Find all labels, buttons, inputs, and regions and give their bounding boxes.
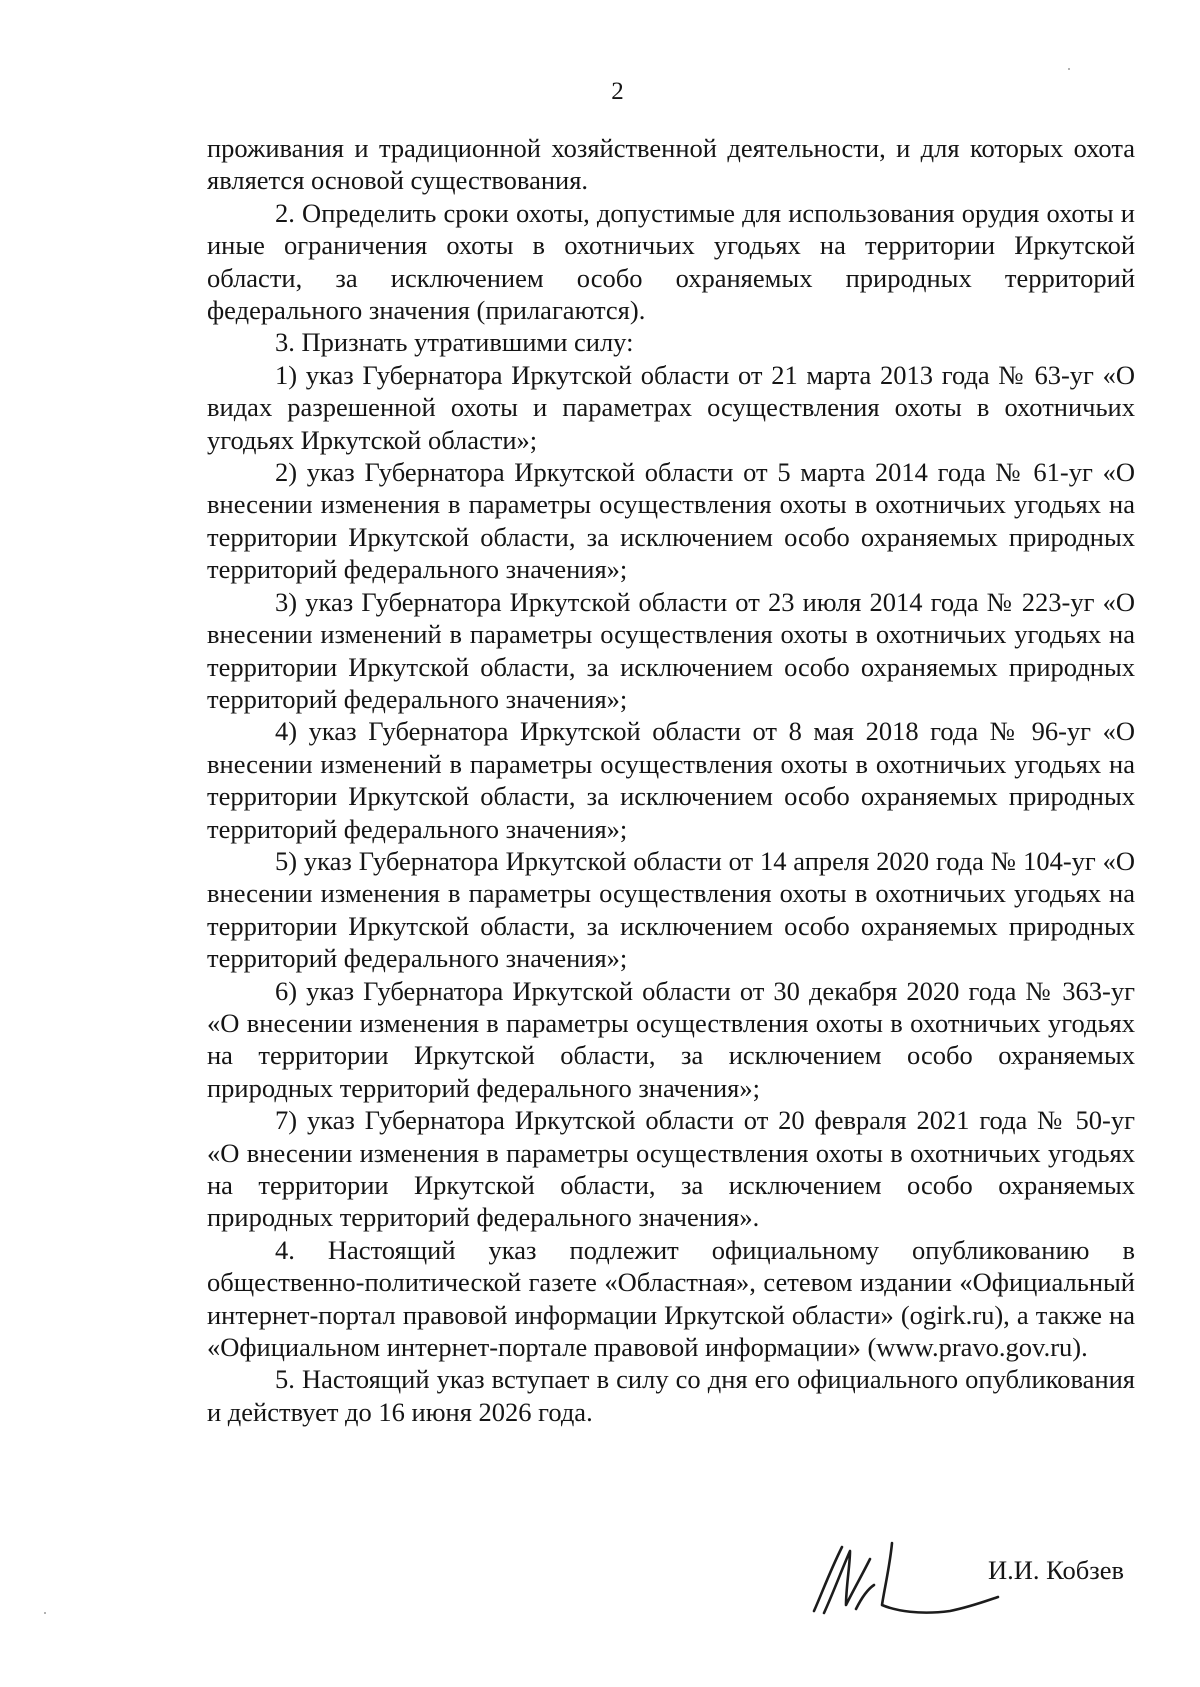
handwritten-signature [800, 1535, 1020, 1625]
paragraph-item-2: 2. Определить сроки охоты, допустимые для использования орудия охоты и иные ограничения охоты в охотничьих угодьях на территории Иркутской области, за исключением особо охраняемых природных территорий федерального значения (прилагаются). [207, 197, 1135, 326]
signature-block [800, 1535, 1140, 1625]
document-body [207, 132, 1135, 1428]
scan-speck [1068, 68, 1070, 70]
paragraph-subitem-5: 5) указ Губернатора Иркутской области от 14 апреля 2020 года № 104-уг «О внесении изменения в параметры осуществления охоты в охотничьих угодьях на территории Иркутской области, за исключением особо охраняемых природных территорий федерального значения»; [207, 845, 1135, 974]
paragraph-item-3: 3. Признать утратившими силу: [275, 327, 634, 358]
paragraph-subitem-7: 7) указ Губернатора Иркутской области от 20 февраля 2021 года № 50-уг «О внесении изменения в параметры осуществления охоты в охотничьих угодьях на территории Иркутской области, за исключением особо охраняемых природных территорий федерального значения». [207, 1105, 1135, 1233]
scan-speck [44, 1612, 46, 1614]
paragraph-continuation: проживания и традиционной хозяйственной деятельности, и для которых охота является основой существования. [207, 133, 1135, 196]
page-number: 2 [611, 78, 624, 105]
paragraph-subitem-4: 4) указ Губернатора Иркутской области от 8 мая 2018 года № 96-уг «О внесении изменений в параметры осуществления охоты в охотничьих угодьях на территории Иркутской области, за исключением особо охраняемых природных территорий федерального значения»; [207, 716, 1135, 844]
paragraph-item-4: 4. Настоящий указ подлежит официальному опубликованию в общественно-политической газете «Областная», сетевом издании «Официальный интернет-портал правовой информации Иркутской области» (ogirk.ru), а также на «Официальном интернет-портале правовой информации» (www.pravo.gov.ru). [207, 1234, 1135, 1363]
paragraph-item-5: 5. Настоящий указ вступает в силу со дня его официального опубликования и действует до 16 июня 2026 года. [207, 1364, 1135, 1427]
paragraph-subitem-1: 1) указ Губернатора Иркутской области от 21 марта 2013 года № 63-уг «О видах разрешенной охоты и параметрах осуществления охоты в охотничьих угодьях Иркутской области»; [207, 359, 1135, 455]
paragraph-subitem-6: 6) указ Губернатора Иркутской области от 30 декабря 2020 года № 363-уг «О внесении изменения в параметры осуществления охоты в охотничьих угодьях на территории Иркутской области, за исключением особо охраняемых природных территорий федерального значения»; [207, 975, 1135, 1103]
signer-name: И.И. Кобзев [988, 1555, 1124, 1585]
paragraph-subitem-2: 2) указ Губернатора Иркутской области от 5 марта 2014 года № 61-уг «О внесении изменения в параметры осуществления охоты в охотничьих угодьях на территории Иркутской области, за исключением особо охраняемых природных территорий федерального значения»; [207, 457, 1135, 585]
paragraph-subitem-3: 3) указ Губернатора Иркутской области от 23 июля 2014 года № 223-уг «О внесении изменений в параметры осуществления охоты в охотничьих угодьях на территории Иркутской области, за исключением особо охраняемых природных территорий федерального значения»; [207, 586, 1135, 714]
